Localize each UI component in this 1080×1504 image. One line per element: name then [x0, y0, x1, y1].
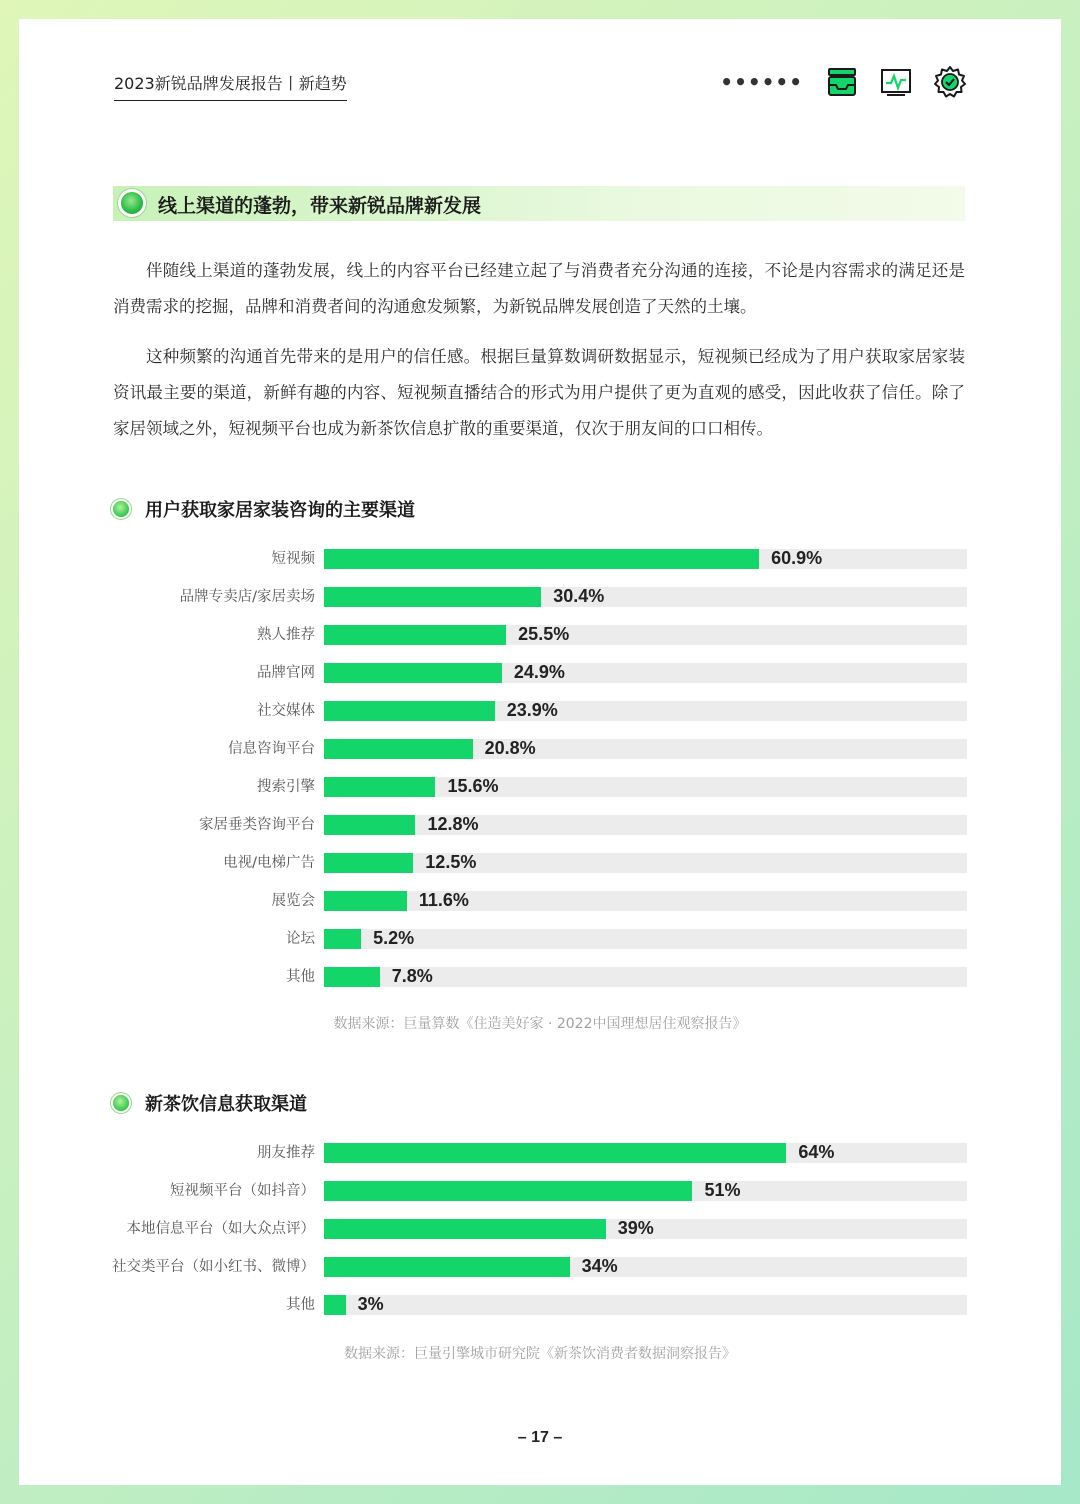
bar-track [324, 587, 967, 607]
bar-row [19, 852, 1061, 874]
bar-row [19, 1218, 1061, 1240]
bar-category-label: 其他 [286, 969, 315, 985]
bar [324, 549, 759, 569]
bar-row [19, 966, 1061, 988]
bar-track [324, 815, 967, 835]
bar-value-label: 7.8% [391, 966, 433, 986]
chart-bullet-icon [113, 501, 129, 517]
bar [324, 853, 413, 873]
bar [324, 625, 506, 645]
bar-category-label: 品牌专卖店/家居卖场 [179, 589, 315, 605]
tea-drink-channel-chart [19, 1142, 1061, 1332]
bar-value-label: 5.2% [373, 928, 415, 948]
bar-value-label: 20.8% [484, 738, 536, 758]
bar-row [19, 814, 1061, 836]
bar [324, 1143, 786, 1163]
chart-2-source: 数据来源：巨量引擎城市研究院《新茶饮消费者数据洞察报告》 [344, 1346, 736, 1362]
bar-row [19, 1180, 1061, 1202]
chart-1-source: 数据来源：巨量算数《住造美好家 · 2022中国理想居住观察报告》 [333, 1016, 747, 1032]
section-title: 线上渠道的蓬勃，带来新锐品牌新发展 [158, 195, 482, 217]
bar-category-label: 论坛 [286, 931, 315, 947]
gear-check-icon [933, 65, 967, 99]
bar-category-label: 社交媒体 [257, 703, 315, 719]
bar-value-label: 23.9% [506, 700, 558, 720]
bar-category-label: 熟人推荐 [257, 627, 315, 643]
bar-row [19, 928, 1061, 950]
bar-value-label: 25.5% [518, 624, 570, 644]
report-page [19, 19, 1061, 1485]
bar-value-label: 39% [617, 1218, 654, 1238]
bar-category-label: 信息咨询平台 [228, 741, 315, 757]
bar-track [324, 929, 967, 949]
bar [324, 967, 380, 987]
bar-category-label: 家居垂类咨询平台 [199, 817, 315, 833]
bar [324, 587, 541, 607]
chart-2-heading [113, 1090, 307, 1116]
chart-2-title: 新茶饮信息获取渠道 [145, 1094, 307, 1115]
bar-row [19, 890, 1061, 912]
bar-category-label: 朋友推荐 [257, 1145, 315, 1161]
section-bullet-icon [121, 192, 143, 214]
bar [324, 663, 502, 683]
dots-decoration: •••••• [720, 70, 803, 94]
bar-value-label: 51% [704, 1180, 741, 1200]
bar-row [19, 700, 1061, 722]
bar-row [19, 662, 1061, 684]
bar-track [324, 853, 967, 873]
bar-row [19, 1256, 1061, 1278]
bar-value-label: 60.9% [771, 548, 823, 568]
bar [324, 891, 407, 911]
bar [324, 1295, 346, 1315]
header-icon-group [720, 65, 967, 99]
report-header-title: 2023新锐品牌发展报告丨新趋势 [114, 71, 347, 101]
bar-track [324, 1181, 967, 1201]
bar-row [19, 1142, 1061, 1164]
bar [324, 1257, 570, 1277]
bar-category-label: 电视/电梯广告 [223, 855, 315, 871]
bar-category-label: 品牌官网 [257, 665, 315, 681]
section-header [113, 186, 965, 221]
bar-value-label: 34% [581, 1256, 618, 1276]
page-number: – 17 – [517, 1429, 563, 1446]
chart-1-title: 用户获取家居家装咨询的主要渠道 [145, 500, 415, 521]
inbox-tray-icon [825, 65, 859, 99]
bar-category-label: 社交类平台（如小红书、微博） [112, 1259, 315, 1275]
bar [324, 1181, 692, 1201]
bar [324, 701, 495, 721]
bar-track [324, 663, 967, 683]
bar-value-label: 30.4% [553, 586, 605, 606]
bar-row [19, 738, 1061, 760]
bar [324, 815, 415, 835]
bar-value-label: 15.6% [447, 776, 499, 796]
bar-track [324, 739, 967, 759]
bar-category-label: 搜索引擎 [257, 779, 315, 795]
bar-category-label: 短视频 [271, 551, 315, 567]
bar [324, 1219, 606, 1239]
chart-bullet-icon [113, 1095, 129, 1111]
bar-value-label: 12.8% [427, 814, 479, 834]
bar-row [19, 548, 1061, 570]
bar-track [324, 701, 967, 721]
bar-row [19, 586, 1061, 608]
bar-value-label: 24.9% [513, 662, 565, 682]
bar-category-label: 本地信息平台（如大众点评） [126, 1221, 315, 1237]
bar-track [324, 1295, 967, 1315]
bar-row [19, 1294, 1061, 1316]
bar-row [19, 624, 1061, 646]
bar-track [324, 549, 967, 569]
bar-category-label: 其他 [286, 1297, 315, 1313]
chart-1-heading [113, 496, 415, 522]
chart-monitor-icon [879, 65, 913, 99]
home-decor-channel-chart [19, 548, 1061, 1004]
bar-row [19, 776, 1061, 798]
body-paragraph-1: 伴随线上渠道的蓬勃发展，线上的内容平台已经建立起了与消费者充分沟通的连接，不论是内容需求的满足还是消费需求的挖掘，品牌和消费者间的沟通愈发频繁，为新锐品牌发展创造了天然的土壤。 [113, 261, 965, 316]
bar-track [324, 1143, 967, 1163]
bar [324, 929, 361, 949]
bar-value-label: 3% [357, 1294, 384, 1314]
bar-value-label: 12.5% [425, 852, 477, 872]
bar-category-label: 短视频平台（如抖音） [170, 1183, 315, 1199]
bar-value-label: 11.6% [418, 890, 469, 910]
bar [324, 777, 435, 797]
bar-track [324, 777, 967, 797]
bar-track [324, 1257, 967, 1277]
bar [324, 739, 473, 759]
bar-track [324, 625, 967, 645]
bar-category-label: 展览会 [271, 893, 315, 909]
bar-value-label: 64% [798, 1142, 835, 1162]
body-paragraph-2: 这种频繁的沟通首先带来的是用户的信任感。根据巨量算数调研数据显示，短视频已经成为了用户获取家居家装资讯最主要的渠道，新鲜有趣的内容、短视频直播结合的形式为用户提供了更为直观的感受，因此收获了信任。除了家居领域之外，短视频平台也成为新茶饮信息扩散的重要渠道，仅次于朋友间的口口相传。 [113, 347, 965, 438]
